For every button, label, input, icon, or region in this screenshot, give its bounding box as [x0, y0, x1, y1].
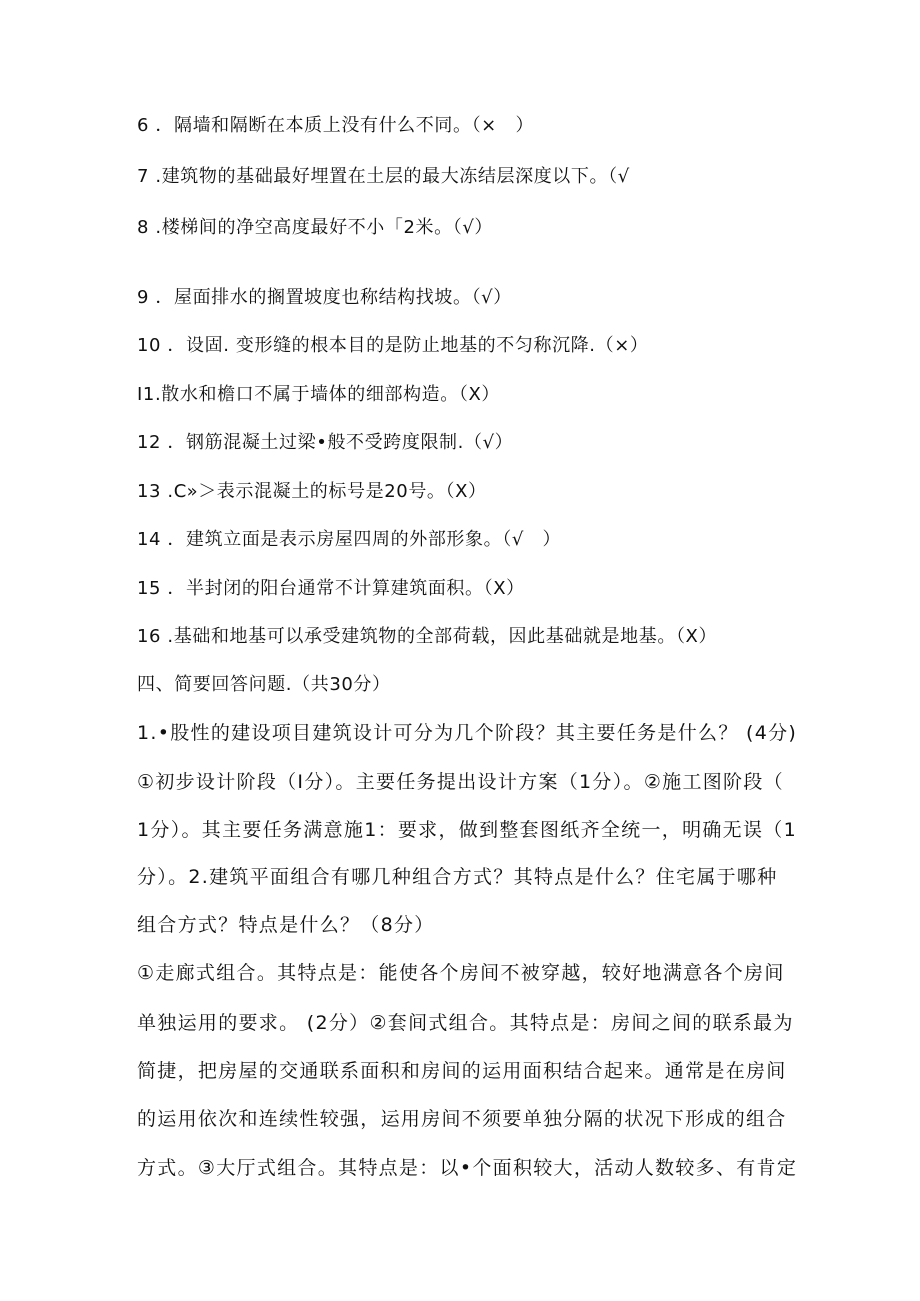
- item-15: 15 ．半封闭的阳台通常不计算建筑面积。（X）: [137, 578, 525, 599]
- item-6: 6 ．隔墙和隔断在本质上没有什么不同。（× ）: [137, 115, 535, 136]
- item-9: 9 ．屋面排水的搁置坡度也称结构找坡。（√）: [137, 287, 512, 308]
- item-10: 10 ．设固. 变形缝的根本目的是防止地基的不匀称沉降.（×）: [137, 335, 649, 356]
- item-11: I1.散水和檐口不属于墙体的细部构造。（X）: [137, 384, 501, 405]
- item-14: 14 ．建筑立面是表示房屋四周的外部形象。（√ ）: [137, 529, 562, 550]
- item-13: 13 .C»＞表示混凝土的标号是20号。（X）: [137, 481, 487, 502]
- answer-line: 组合方式？特点是什么？（8分）: [137, 914, 435, 936]
- answer-line: 1.•股性的建设项目建筑设计可分为几个阶段？其主要任务是什么？ (4分): [137, 722, 798, 744]
- item-7: 7 .建筑物的基础最好埋置在土层的最大冻结层深度以下。（√: [137, 166, 630, 187]
- answer-line: 单独运用的要求。 (2分）②套间式组合。其特点是：房间之间的联系最为: [137, 1012, 794, 1034]
- answer-line: 的运用依次和连续性较强，运用房间不须要单独分隔的状况下形成的组合: [137, 1108, 787, 1130]
- answer-line: 分）。2.建筑平面组合有哪几种组合方式？其特点是什么？住宅属于哪种: [137, 866, 778, 888]
- answer-line: ①走廊式组合。其特点是：能使各个房间不被穿越，较好地满意各个房间: [137, 962, 785, 984]
- answer-line: 1分）。其主要任务满意施1：要求，做到整套图纸齐全统一，明确无误（1: [137, 819, 797, 841]
- answer-line: ①初步设计阶段（I分）。主要任务提出设计方案（1分）。②施工图阶段（: [137, 771, 784, 793]
- item-8: 8 .楼梯间的净空高度最好不小「2米。（√）: [137, 217, 494, 238]
- item-12: 12 ．钢筋混凝土过梁•般不受跨度限制.（√）: [137, 432, 514, 453]
- section-title: 四、简要回答问题.（共30分）: [137, 674, 391, 695]
- item-16: 16 .基础和地基可以承受建筑物的全部荷载，因此基础就是地基。（X）: [137, 626, 718, 647]
- answer-line: 方式。③大厅式组合。其特点是：以•个面积较大，活动人数较多、有肯定: [137, 1157, 798, 1179]
- answer-line: 简捷，把房屋的交通联系面积和房间的运用面积结合起来。通常是在房间: [137, 1060, 787, 1082]
